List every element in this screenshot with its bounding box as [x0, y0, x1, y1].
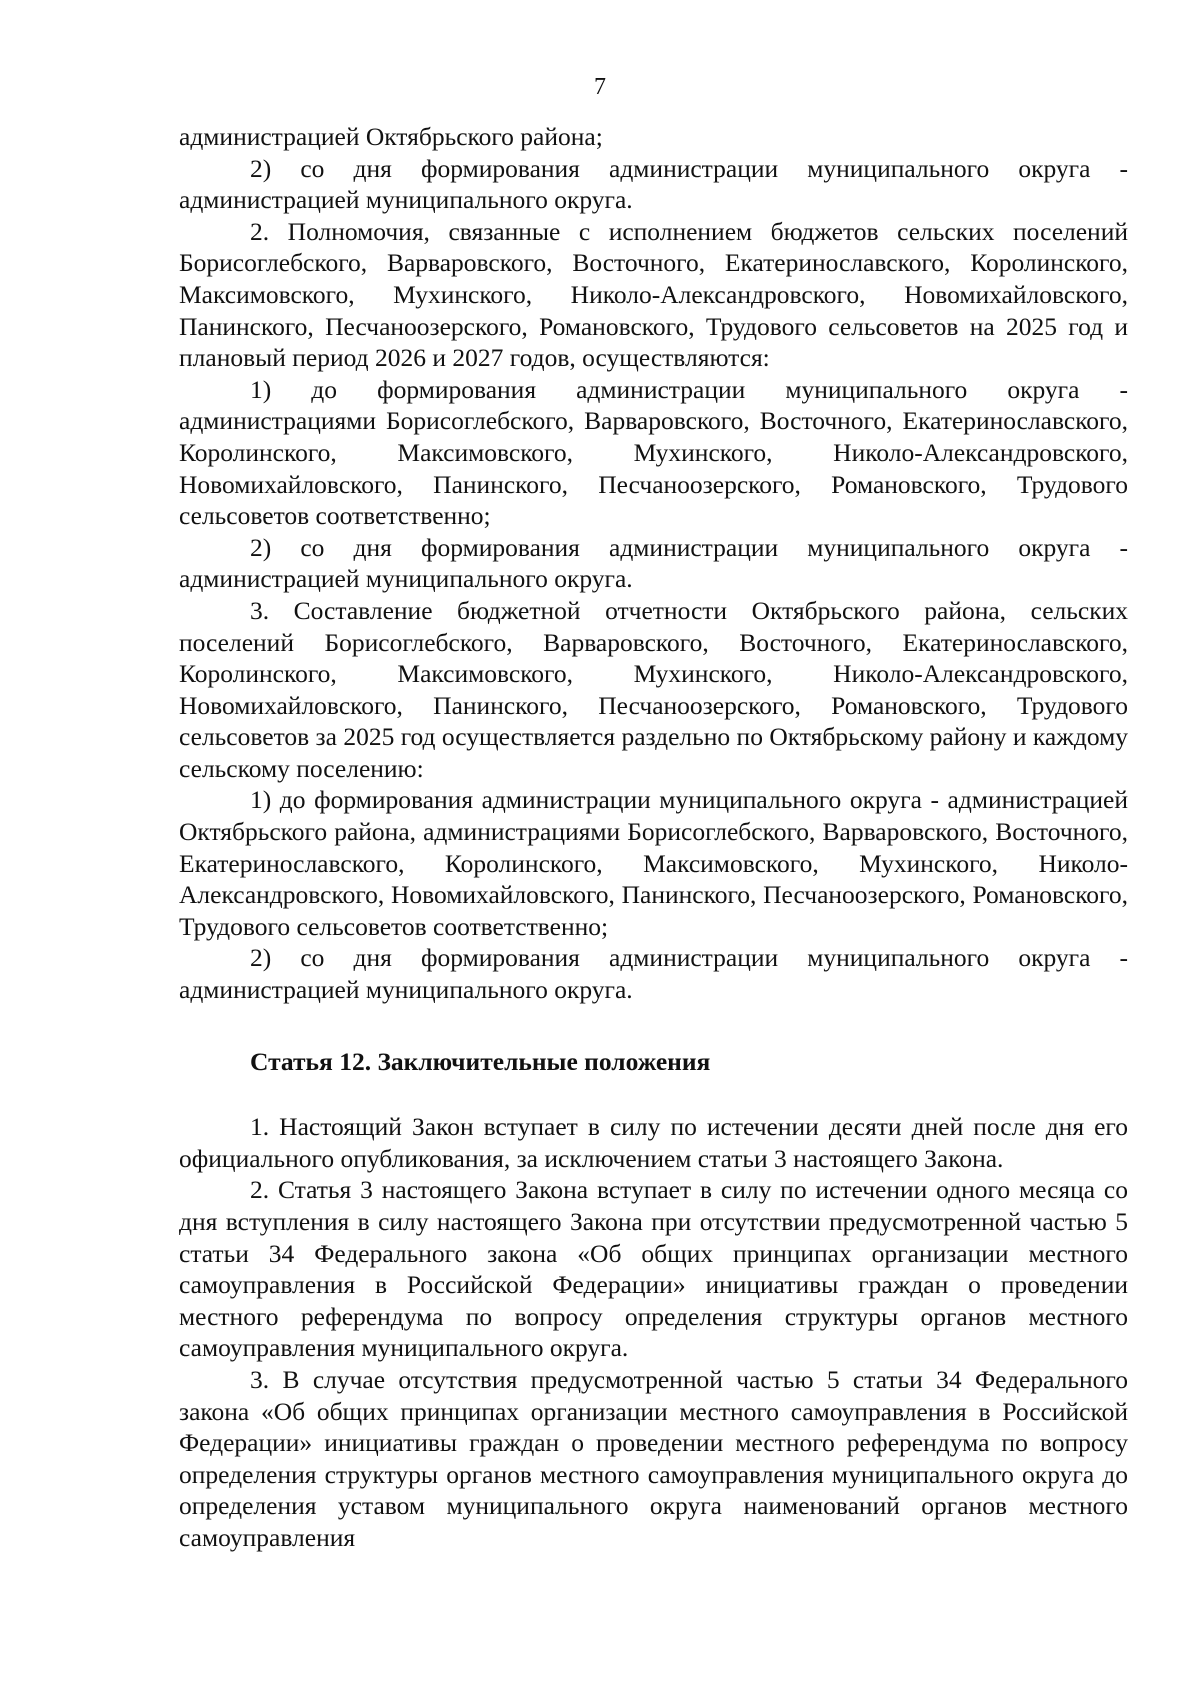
paragraph-item: 1) до формирования администрации муниципального округа - администрацией Октябрьского района, администрациями Борисоглебского, Варваровского, Восточного, Екатеринославского, Королинского, Максимовского, Мухинского, Николо-Александровского, Новомихайловского, Панинского, Песчаноозерского, Романовского, Трудового сельсоветов соответственно;	[179, 785, 1128, 941]
paragraph-clause: 2. Полномочия, связанные с исполнением бюджетов сельских поселений Борисоглебского, Варваровского, Восточного, Екатеринославского, Королинского, Максимовского, Мухинского, Николо-Александровского, Новомихайловского, Панинского, Песчаноозерского, Романовского, Трудового сельсоветов на 2025 год и плановый период 2026 и 2027 годов, осуществляются:	[179, 216, 1128, 373]
paragraph-clause: 2. Статья 3 настоящего Закона вступает в силу по истечении одного месяца со дня вступления в силу настоящего Закона при отсутствии предусмотренной частью 5 статьи 34 Федерального закона «Об общих принципах организации местного самоуправления в Российской Федерации» инициативы граждан о проведении местного референдума по вопросу определения структуры органов местного самоуправления муниципального округа.	[179, 1175, 1128, 1363]
paragraph-item: 1) до формирования администрации муниципального округа - администрациями Борисоглебского, Варваровского, Восточного, Екатеринославского, Королинского, Максимовского, Мухинского, Николо-Александровского, Новомихайловского, Панинского, Песчаноозерского, Романовского, Трудового сельсоветов соответственно;	[179, 374, 1128, 531]
paragraph-item: 2) со дня формирования администрации муниципального округа - администрацией муниципального округа.	[179, 153, 1128, 215]
paragraph-clause: 1. Настоящий Закон вступает в силу по истечении десяти дней после дня его официального опубликования, за исключением статьи 3 настоящего Закона.	[179, 1112, 1128, 1173]
paragraph-continuation: администрацией Октябрьского района;	[179, 122, 603, 151]
paragraph-item: 2) со дня формирования администрации муниципального округа - администрацией муниципального округа.	[179, 943, 1128, 1005]
article-heading: Статья 12. Заключительные положения	[250, 1046, 711, 1076]
paragraph-clause: 3. Составление бюджетной отчетности Октябрьского района, сельских поселений Борисоглебского, Варваровского, Восточного, Екатеринославского, Королинского, Максимовского, Мухинского, Николо-Александровского, Новомихайловского, Панинского, Песчаноозерского, Романовского, Трудового сельсоветов за 2025 год осуществляется раздельно по Октябрьскому району и каждому сельскому поселению:	[179, 595, 1128, 783]
paragraph-clause-continued: 3. В случае отсутствия предусмотренной частью 5 статьи 34 Федерального закона «Об общих принципах организации местного самоуправления в Российской Федерации» инициативы граждан о проведении местного референдума по вопросу определения структуры органов местного самоуправления муниципального округа до определения уставом муниципального округа наименований органов местного самоуправления	[179, 1364, 1128, 1552]
document-body	[179, 121, 1128, 1554]
paragraph-item: 2) со дня формирования администрации муниципального округа - администрацией муниципального округа.	[179, 532, 1128, 594]
page-number: 7	[594, 74, 606, 100]
